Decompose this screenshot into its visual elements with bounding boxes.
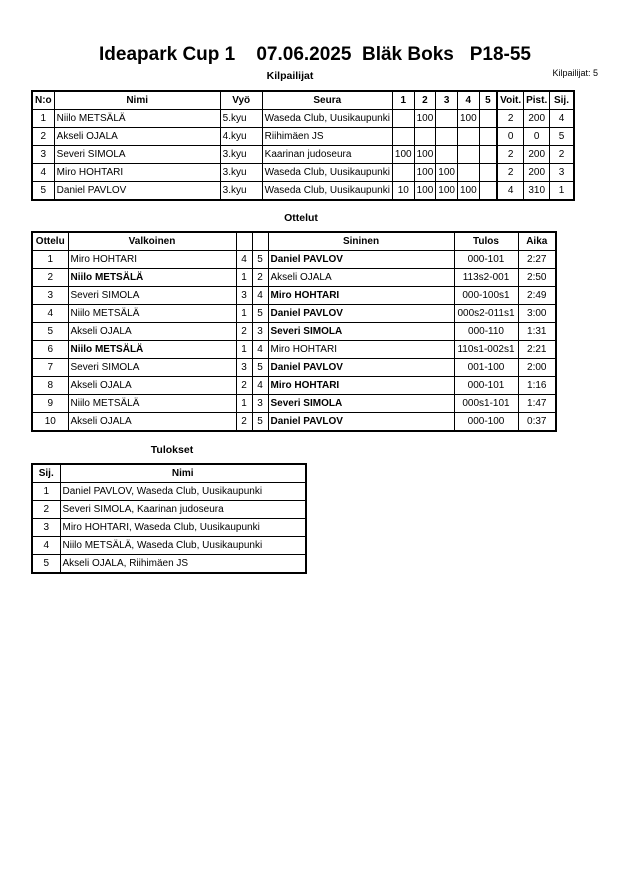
match-row [32,359,556,377]
white-fighter: Severi SIMOLA [68,359,236,377]
score-cell: 100 [436,164,458,182]
result-row [32,483,306,501]
match-number: 8 [32,377,68,395]
col-header: Valkoinen [68,232,236,251]
match-number: 10 [32,413,68,432]
competitor-belt: 3.kyu [220,182,262,201]
col-header: 1 [392,91,414,110]
score-cell: 100 [414,146,436,164]
match-row [32,323,556,341]
col-header [236,232,252,251]
competitor-rank: 4 [550,110,574,128]
result-rank: 3 [32,519,60,537]
competitor-name: Niilo METSÄLÄ [54,110,220,128]
competitor-points: 200 [524,164,550,182]
competitor-belt: 3.kyu [220,164,262,182]
score-cell [392,128,414,146]
result-name: Akseli OJALA, Riihimäen JS [60,555,306,574]
match-number: 5 [32,323,68,341]
result-rank: 1 [32,483,60,501]
score-cell [436,128,458,146]
matches-body [32,251,556,432]
competitor-rank: 2 [550,146,574,164]
competitor-points: 200 [524,110,550,128]
match-time: 2:21 [518,341,556,359]
match-result: 000-100s1 [454,287,518,305]
competitor-club: Waseda Club, Uusikaupunki [262,164,392,182]
competitor-club: Waseda Club, Uusikaupunki [262,182,392,201]
score-cell: 100 [414,110,436,128]
col-header: Voit. [497,91,523,110]
score-cell [457,128,479,146]
white-fighter: Severi SIMOLA [68,287,236,305]
competitor-number: 2 [32,128,54,146]
blue-number: 5 [252,413,268,432]
blue-fighter: Daniel PAVLOV [268,305,454,323]
score-cell [457,164,479,182]
match-number: 7 [32,359,68,377]
blue-fighter: Severi SIMOLA [268,323,454,341]
competitor-name: Daniel PAVLOV [54,182,220,201]
col-header: Vyö [220,91,262,110]
result-row [32,519,306,537]
score-cell [392,110,414,128]
score-cell: 100 [392,146,414,164]
result-name: Niilo METSÄLÄ, Waseda Club, Uusikaupunki [60,537,306,555]
page-title: Ideapark Cup 1 07.06.2025 Bläk Boks P18-55 [99,44,531,65]
col-header: Ottelu [32,232,68,251]
score-cell: 100 [436,182,458,201]
competitor-belt: 5.kyu [220,110,262,128]
competitor-club: Kaarinan judoseura [262,146,392,164]
match-row [32,251,556,269]
blue-number: 3 [252,323,268,341]
match-result: 000-101 [454,377,518,395]
blue-number: 4 [252,377,268,395]
blue-number: 5 [252,359,268,377]
score-cell: 100 [414,182,436,201]
competitors-table [31,90,575,201]
competitor-club: Riihimäen JS [262,128,392,146]
blue-number: 2 [252,269,268,287]
match-result: 113s2-001 [454,269,518,287]
white-fighter: Akseli OJALA [68,413,236,432]
match-result: 000s1-101 [454,395,518,413]
competitor-count: Kilpailijat: 5 [552,68,598,78]
competitor-name: Severi SIMOLA [54,146,220,164]
match-row [32,269,556,287]
white-number: 3 [236,359,252,377]
col-header: 4 [457,91,479,110]
match-time: 2:49 [518,287,556,305]
score-cell: 100 [414,164,436,182]
match-number: 6 [32,341,68,359]
blue-number: 4 [252,341,268,359]
blue-number: 4 [252,287,268,305]
blue-fighter: Akseli OJALA [268,269,454,287]
col-header: Seura [262,91,392,110]
match-number: 9 [32,395,68,413]
competitor-row [32,128,574,146]
competitors-caption: Kilpailijat [266,70,314,82]
competitor-number: 1 [32,110,54,128]
match-time: 0:37 [518,413,556,432]
score-cell [436,146,458,164]
matches-table [31,231,557,432]
match-time: 2:27 [518,251,556,269]
col-header: Nimi [54,91,220,110]
result-name: Daniel PAVLOV, Waseda Club, Uusikaupunki [60,483,306,501]
match-row [32,305,556,323]
score-cell [479,128,497,146]
matches-header-row [32,232,556,251]
match-number: 1 [32,251,68,269]
col-header: 3 [436,91,458,110]
white-fighter: Miro HOHTARI [68,251,236,269]
col-header: Sininen [268,232,454,251]
blue-fighter: Miro HOHTARI [268,287,454,305]
white-fighter: Niilo METSÄLÄ [68,395,236,413]
match-time: 2:00 [518,359,556,377]
score-cell: 100 [457,182,479,201]
white-fighter: Akseli OJALA [68,323,236,341]
competitor-row [32,110,574,128]
col-header: Aika [518,232,556,251]
competitor-name: Akseli OJALA [54,128,220,146]
col-header [252,232,268,251]
score-cell [479,146,497,164]
match-row [32,413,556,432]
blue-fighter: Miro HOHTARI [268,341,454,359]
match-row [32,341,556,359]
results-header-row [32,464,306,483]
competitor-points: 200 [524,146,550,164]
blue-number: 5 [252,305,268,323]
match-result: 000s2-011s1 [454,305,518,323]
score-cell [392,164,414,182]
competitor-wins: 4 [497,182,523,201]
score-cell [479,110,497,128]
match-result: 110s1-002s1 [454,341,518,359]
score-cell [457,146,479,164]
match-time: 1:31 [518,323,556,341]
col-header: N:o [32,91,54,110]
match-time: 1:16 [518,377,556,395]
white-number: 2 [236,377,252,395]
white-fighter: Niilo METSÄLÄ [68,305,236,323]
col-header: 2 [414,91,436,110]
match-result: 000-101 [454,251,518,269]
white-number: 1 [236,305,252,323]
col-header: Pist. [524,91,550,110]
col-header: Tulos [454,232,518,251]
result-name: Miro HOHTARI, Waseda Club, Uusikaupunki [60,519,306,537]
white-number: 1 [236,395,252,413]
white-number: 3 [236,287,252,305]
white-number: 2 [236,413,252,432]
result-row [32,537,306,555]
competitor-belt: 3.kyu [220,146,262,164]
competitor-number: 5 [32,182,54,201]
competitor-number: 3 [32,146,54,164]
blue-number: 3 [252,395,268,413]
match-time: 3:00 [518,305,556,323]
white-number: 2 [236,323,252,341]
competitor-points: 0 [524,128,550,146]
match-time: 2:50 [518,269,556,287]
blue-fighter: Daniel PAVLOV [268,251,454,269]
results-table [31,463,307,574]
competitors-body [32,110,574,201]
match-result: 000-110 [454,323,518,341]
blue-number: 5 [252,251,268,269]
score-cell [479,164,497,182]
white-fighter: Akseli OJALA [68,377,236,395]
result-row [32,555,306,574]
score-cell [436,110,458,128]
white-fighter: Niilo METSÄLÄ [68,341,236,359]
competitor-number: 4 [32,164,54,182]
competitor-wins: 2 [497,164,523,182]
result-row [32,501,306,519]
result-rank: 5 [32,555,60,574]
white-number: 4 [236,251,252,269]
white-number: 1 [236,269,252,287]
competitor-name: Miro HOHTARI [54,164,220,182]
competitor-row [32,146,574,164]
results-caption: Tulokset [150,444,194,456]
match-result: 000-100 [454,413,518,432]
blue-fighter: Miro HOHTARI [268,377,454,395]
col-header: Nimi [60,464,306,483]
matches-caption: Ottelut [284,212,318,224]
competitor-wins: 2 [497,110,523,128]
competitor-wins: 2 [497,146,523,164]
col-header: Sij. [32,464,60,483]
match-number: 3 [32,287,68,305]
competitor-rank: 3 [550,164,574,182]
competitor-points: 310 [524,182,550,201]
results-body [32,483,306,574]
match-row [32,377,556,395]
competitor-rank: 1 [550,182,574,201]
match-row [32,395,556,413]
competitors-header-row [32,91,574,110]
competitor-wins: 0 [497,128,523,146]
match-result: 001-100 [454,359,518,377]
competitor-row [32,164,574,182]
competitor-row [32,182,574,201]
match-time: 1:47 [518,395,556,413]
score-cell: 100 [457,110,479,128]
blue-fighter: Severi SIMOLA [268,395,454,413]
result-name: Severi SIMOLA, Kaarinan judoseura [60,501,306,519]
blue-fighter: Daniel PAVLOV [268,413,454,432]
blue-fighter: Daniel PAVLOV [268,359,454,377]
score-cell: 10 [392,182,414,201]
competitor-belt: 4.kyu [220,128,262,146]
competitor-club: Waseda Club, Uusikaupunki [262,110,392,128]
result-rank: 4 [32,537,60,555]
match-number: 2 [32,269,68,287]
col-header: Sij. [550,91,574,110]
score-cell [479,182,497,201]
result-rank: 2 [32,501,60,519]
white-fighter: Niilo METSÄLÄ [68,269,236,287]
match-row [32,287,556,305]
match-number: 4 [32,305,68,323]
white-number: 1 [236,341,252,359]
competitor-rank: 5 [550,128,574,146]
score-cell [414,128,436,146]
col-header: 5 [479,91,497,110]
